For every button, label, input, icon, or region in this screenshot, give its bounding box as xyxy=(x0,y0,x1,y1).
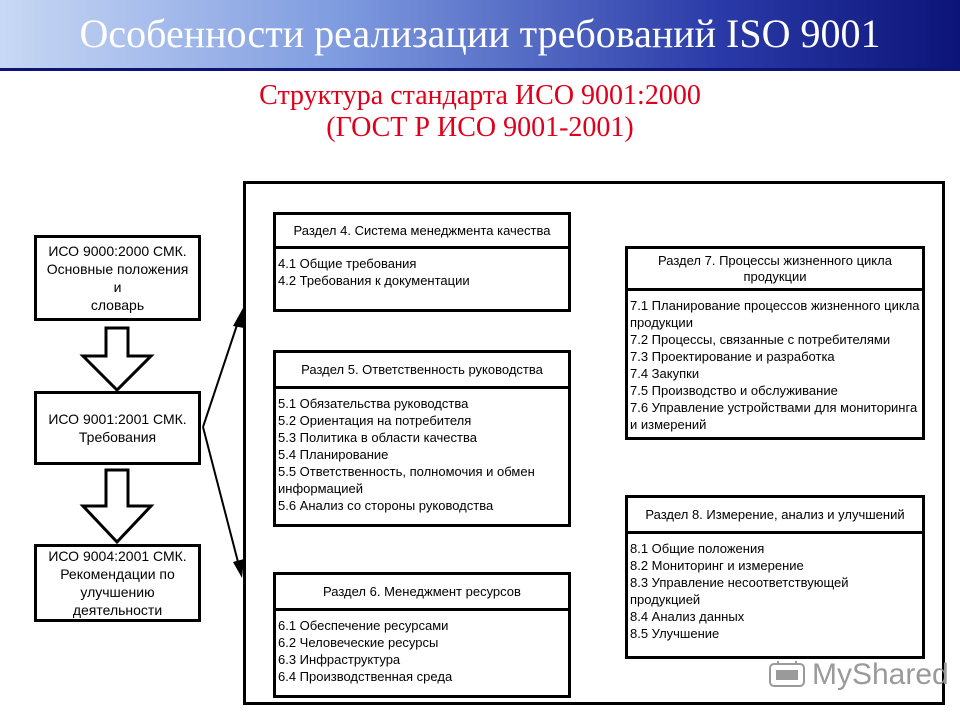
section-6-item: 6.1 Обеспечение ресурсами xyxy=(278,618,449,633)
section-7-item: 7.3 Проектирование и разработка xyxy=(630,349,835,364)
section-8-item: 8.1 Общие положения xyxy=(630,541,765,556)
box-iso-9001 xyxy=(34,391,201,465)
myshared-watermark xyxy=(768,656,949,696)
myshared-logo-icon xyxy=(768,660,806,690)
section-6-item: 6.3 Инфраструктура xyxy=(278,652,401,667)
section-4-items xyxy=(276,249,568,289)
section-6-item: 6.2 Человеческие ресурсы xyxy=(278,635,439,650)
box-iso-9004-line-2: Рекомендации по xyxy=(60,566,175,582)
down-arrow-1 xyxy=(83,328,151,390)
section-7-item: и измерений xyxy=(630,417,707,432)
section-8-item: 8.5 Улучшение xyxy=(630,626,720,641)
box-iso-9000-line-3: словарь xyxy=(90,297,145,313)
box-iso-9001-line-2: Требования xyxy=(78,429,157,445)
section-7-item: 7.2 Процессы, связанные с потребителями xyxy=(630,332,891,347)
box-iso-9004 xyxy=(34,544,201,622)
section-5-item: 5.2 Ориентация на потребителя xyxy=(278,413,472,428)
section-5-item: 5.1 Обязательства руководства xyxy=(278,396,469,411)
section-4-title: Раздел 4. Система менеджмента качества xyxy=(276,215,568,249)
box-iso-9000-line-1: ИСО 9000:2000 СМК. xyxy=(48,243,187,259)
section-4-box xyxy=(273,212,571,312)
subtitle-line-2: (ГОСТ Р ИСО 9001-2001) xyxy=(326,112,634,143)
arrow-down-line xyxy=(203,427,238,562)
section-7-box xyxy=(625,246,925,440)
section-7-item: продукции xyxy=(630,315,693,330)
section-4-item: 4.1 Общие требования xyxy=(278,256,417,271)
section-8-box xyxy=(625,495,925,659)
section-5-title: Раздел 5. Ответственность руководства xyxy=(276,353,568,389)
section-8-item: 8.4 Анализ данных xyxy=(630,609,745,624)
section-7-item: 7.6 Управление устройствами для мониторинга xyxy=(630,400,918,415)
section-5-item: 5.4 Планирование xyxy=(278,447,389,462)
section-8-item: 8.2 Мониторинг и измерение xyxy=(630,558,804,573)
box-iso-9000 xyxy=(34,235,201,321)
section-7-item: 7.4 Закупки xyxy=(630,366,700,381)
section-8-items xyxy=(628,534,922,642)
myshared-logo-text: MyShared xyxy=(812,658,949,691)
section-8-item: 8.3 Управление несоответствующей xyxy=(630,575,849,590)
section-5-box xyxy=(273,350,571,527)
section-5-item: 5.3 Политика в области качества xyxy=(278,430,477,445)
box-iso-9001-line-1: ИСО 9001:2001 СМК. xyxy=(48,411,187,427)
box-iso-9004-line-3: улучшению деятельности xyxy=(72,584,163,618)
section-5-item: 5.6 Анализ со стороны руководства xyxy=(278,498,494,513)
section-6-box xyxy=(273,572,571,698)
section-7-item: 7.5 Производство и обслуживание xyxy=(630,383,838,398)
slide-title: Особенности реализации требований ISO 9001 xyxy=(79,11,881,56)
section-6-item: 6.4 Производственная среда xyxy=(278,669,453,684)
section-7-item: 7.1 Планирование процессов жизненного цикла xyxy=(630,298,920,313)
box-iso-9000-line-2: Основные положения и xyxy=(46,261,189,295)
section-5-item: 5.5 Ответственность, полномочия и обмен xyxy=(278,464,535,479)
section-7-items xyxy=(628,291,922,433)
down-arrow-2 xyxy=(83,470,151,542)
section-6-items xyxy=(276,611,568,685)
section-8-item: продукцией xyxy=(630,592,701,607)
section-5-items xyxy=(276,389,568,514)
section-7-title: Раздел 7. Процессы жизненного цикла продукции xyxy=(628,249,922,291)
section-6-title: Раздел 6. Менеджмент ресурсов xyxy=(276,575,568,611)
subtitle-line-1: Структура стандарта ИСО 9001:2000 xyxy=(259,80,701,111)
section-4-item: 4.2 Требования к документации xyxy=(278,273,470,288)
section-8-title: Раздел 8. Измерение, анализ и улучшений xyxy=(628,498,922,534)
box-iso-9004-line-1: ИСО 9004:2001 СМК. xyxy=(48,548,187,564)
section-5-item: информацией xyxy=(278,481,363,496)
arrow-up-line xyxy=(203,322,238,427)
